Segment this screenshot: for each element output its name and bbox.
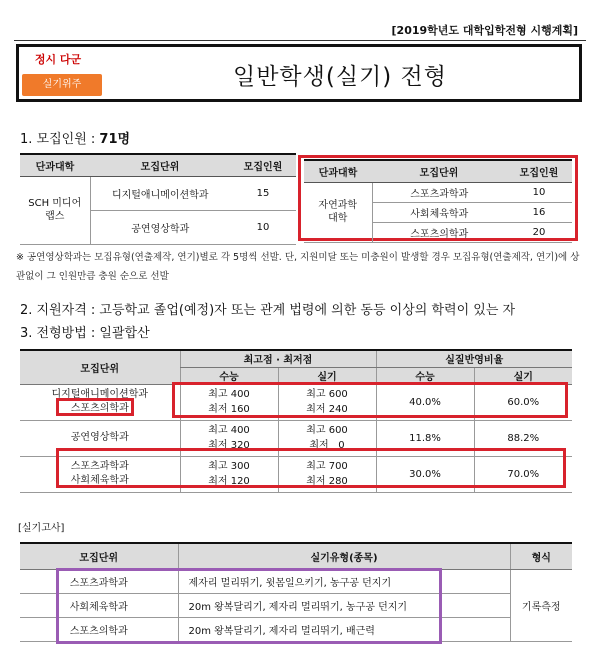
t3-unit-line: 스포츠의학과 [70,403,129,414]
table-row [304,182,572,202]
t2-unit: 스포츠의학과 [372,222,506,242]
badge-practical: 실기위주 [22,74,102,96]
t3-csat-min: 최저 320 [208,440,250,451]
t4-unit: 스포츠의학과 [20,617,178,641]
t2-header-unit: 모집단위 [372,160,506,182]
t3-header-unit: 모집단위 [20,350,180,384]
t3-ratio-practical: 60.0% [474,384,572,420]
t3-header-ratio: 실질반영비율 [376,350,572,367]
t2-college: 자연과학대학 [304,182,372,242]
highlight-box-row3 [56,448,566,488]
t3-ratio-practical: 88.2% [474,420,572,456]
t3-unit-line: 디지털애니메이션학과 [51,389,149,400]
t4-items: 20m 왕복달리기, 제자리 멀리뛰기, 배근력 [178,617,510,641]
t2-unit: 스포츠과학과 [372,182,506,202]
highlight-box-row1 [172,382,568,418]
t3-ratio-practical: 70.0% [474,456,572,492]
t3-practical-max: 최고 600 [306,425,348,436]
header-rule [14,40,586,41]
t3-header-ratio-csat: 수능 [376,367,474,384]
section-1-count: 71명 [99,132,131,147]
t3-ratio-csat: 11.8% [376,420,474,456]
section-3-heading: 3. 전형방법 : 일괄합산 [20,326,150,341]
t2-header-college: 단과대학 [304,160,372,182]
t3-header-score-csat: 수능 [180,367,278,384]
t4-items: 제자리 멀리뛰기, 윗몸일으키기, 농구공 던지기 [178,569,510,593]
t4-header-unit: 모집단위 [20,543,178,569]
t2-count: 16 [506,202,572,222]
t3-ratio-csat: 30.0% [376,456,474,492]
t3-csat-max: 최고 400 [208,389,250,400]
t3-csat-max: 최고 400 [208,425,250,436]
table-row [20,176,296,210]
t4-unit: 사회체육학과 [20,593,178,617]
t3-header-score-practical: 실기 [278,367,376,384]
enrollment-note: ※ 공연영상학과는 모집유형(연출제작, 연기)별로 각 5명씩 선발. 단, 지원미달 또는 미충원이 발생할 경우 모집유형(연출제작, 연기)에 상관없이 그 인원만큼 충원 순으로 선발 [16,252,580,282]
t1-header-unit: 모집단위 [90,154,230,176]
t1-unit: 공연영상학과 [90,210,230,244]
t1-header-college: 단과대학 [20,154,90,176]
t2-count: 20 [506,222,572,242]
t3-csat-max: 최고 300 [208,461,250,472]
highlight-box-sports-medicine [56,398,134,416]
section-1-heading [20,128,130,147]
t3-csat-min: 최저 160 [208,404,250,415]
highlight-box-practical [56,568,442,644]
t3-ratio-csat: 40.0% [376,384,474,420]
t3-practical-max: 최고 700 [306,461,348,472]
t2-count: 10 [506,182,572,202]
t3-practical-min: 최저 280 [306,476,348,487]
t3-unit-line: 공연영상학과 [70,432,129,443]
t3-practical-min: 최저 0 [309,440,345,451]
header-note: [2019학년도 대학입학전형 시행계획] [391,24,578,37]
t3-header-ratio-practical: 실기 [474,367,572,384]
enrollment-table-science [304,159,572,243]
t4-header-items: 실기유형(종목) [178,543,510,569]
section-1-label: 1. 모집인원 : [20,132,100,147]
section-2-heading: 2. 지원자격 : 고등학교 졸업(예정)자 또는 관계 법령에 의한 동등 이상의 학력이 있는 자 [20,303,516,318]
t3-practical-min: 최저 240 [306,404,348,415]
t3-practical-max: 최고 600 [306,389,348,400]
t3-header-score: 최고점 · 최저점 [180,350,376,367]
t2-unit: 사회체육학과 [372,202,506,222]
enrollment-table-media [20,153,296,245]
t1-count: 15 [230,176,296,210]
badge-admission-group: 정시 다군 [22,50,94,70]
t4-header-format: 형식 [510,543,572,569]
practical-exam-caption: [실기고사] [18,523,65,534]
t1-college: SCH 미디어랩스 [20,176,90,244]
t4-unit: 스포츠과학과 [20,569,178,593]
t3-csat-min: 최저 120 [208,476,250,487]
t1-count: 10 [230,210,296,244]
t2-header-count: 모집인원 [506,160,572,182]
t1-header-count: 모집인원 [230,154,296,176]
t4-items: 20m 왕복달리기, 제자리 멀리뛰기, 농구공 던지기 [178,593,510,617]
page-title: 일반학생(실기) 전형 [232,64,447,90]
t4-format: 기록측정 [510,569,572,641]
t3-unit-line: 스포츠과학과 [70,461,129,472]
t1-unit: 디지털애니메이션학과 [90,176,230,210]
t3-unit-line: 사회체육학과 [70,475,129,486]
